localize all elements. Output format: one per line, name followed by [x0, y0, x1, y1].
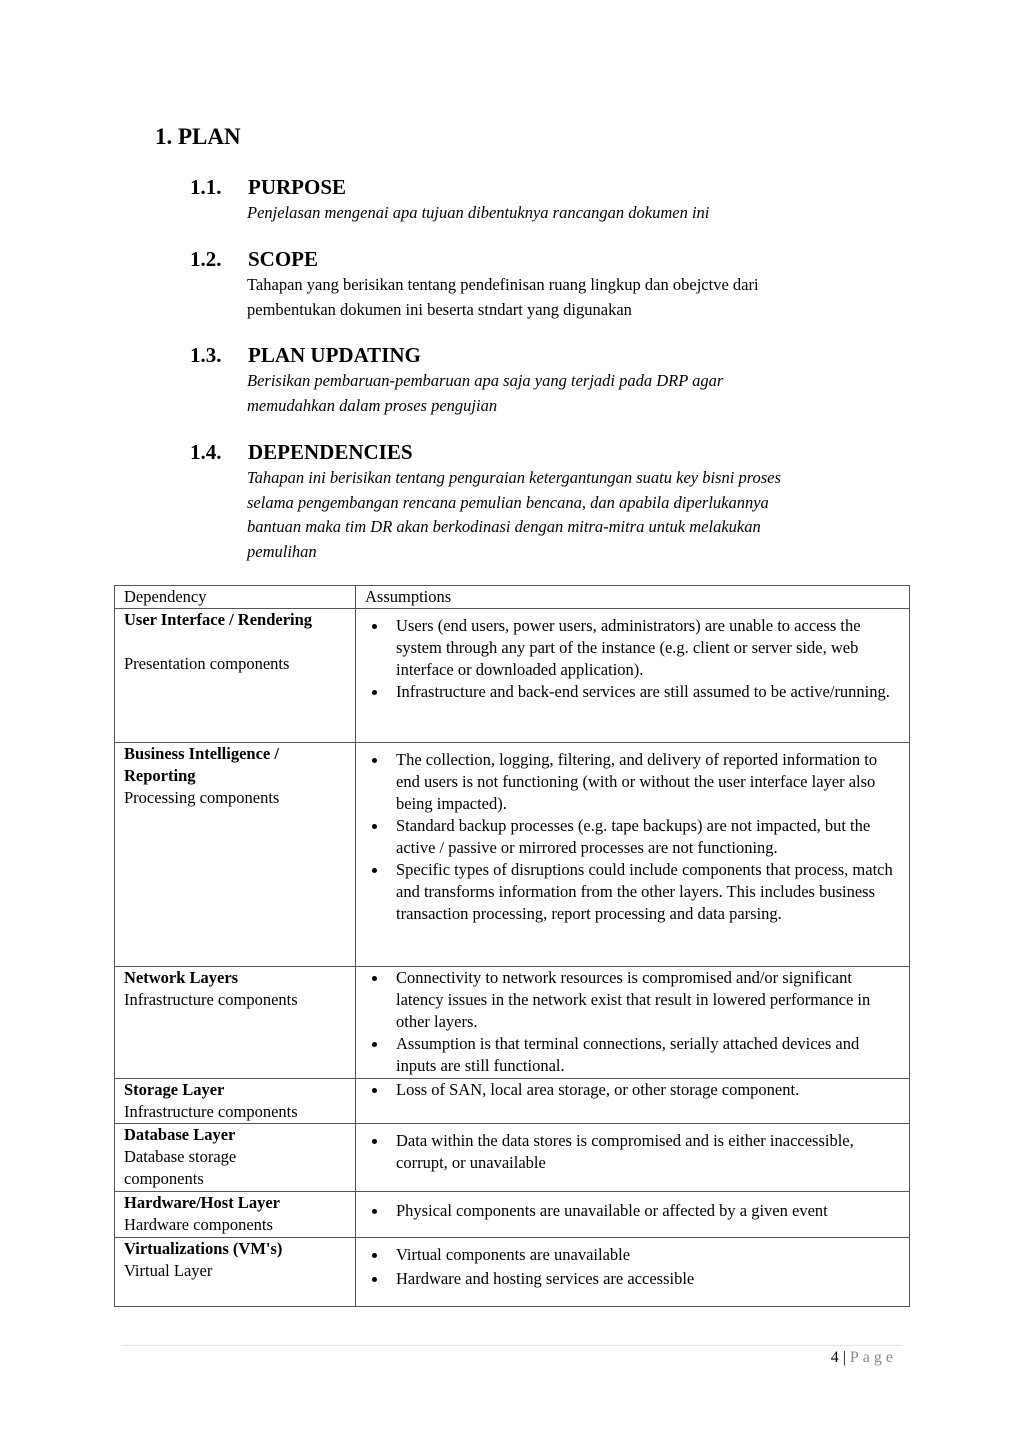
dependency-name: Business Intelligence / Reporting: [124, 744, 279, 785]
assumption-list: [365, 615, 900, 703]
dependency-cell: [115, 967, 356, 1079]
dependency-name: Storage Layer: [124, 1080, 225, 1099]
dependency-name: Database Layer: [124, 1125, 236, 1144]
body-line: memudahkan dalam proses pengujian: [247, 395, 498, 415]
section-number: 1.2.: [190, 247, 222, 271]
list-item: Physical components are unavailable or affected by a given event: [396, 1200, 900, 1222]
assumption-list: [365, 1200, 900, 1222]
list-item: Assumption is that terminal connections, serially attached devices and inputs are still functional.: [396, 1033, 900, 1077]
table-header-row: [115, 586, 910, 609]
assumptions-cell: [356, 1079, 910, 1124]
section-heading: [190, 245, 890, 273]
body-line: pembentukan dokumen ini beserta stndart yang digunakan: [247, 299, 632, 319]
section-purpose: [190, 173, 890, 226]
list-item: Virtual components are unavailable: [396, 1244, 900, 1266]
section-body: [247, 369, 890, 418]
body-line: bantuan maka tim DR akan berkodinasi dengan mitra-mitra untuk melakukan: [247, 517, 761, 536]
dependency-description: Processing components: [124, 788, 280, 807]
dependency-name: Network Layers: [124, 968, 239, 987]
table-row: [115, 1079, 910, 1124]
header-dependency: Dependency: [115, 586, 356, 609]
list-item: Infrastructure and back-end services are still assumed to be active/running.: [396, 681, 900, 703]
dependency-name: User Interface / Rendering: [124, 610, 313, 629]
body-line: Berisikan pembaruan-pembaruan apa saja yang terjadi pada DRP agar: [247, 371, 724, 390]
dependency-name: Hardware/Host Layer: [124, 1193, 280, 1212]
section-title: DEPENDENCIES: [248, 440, 413, 464]
section-scope: [190, 245, 890, 322]
assumptions-cell: [356, 1124, 910, 1192]
section-body: [247, 273, 890, 322]
dependency-cell: [115, 609, 356, 743]
dependency-cell: [115, 1238, 356, 1307]
body-line: Penjelasan mengenai apa tujuan dibentuknya rancangan dokumen ini: [247, 203, 710, 222]
list-item: Hardware and hosting services are accessible: [396, 1268, 900, 1290]
section-number: 1.1.: [190, 175, 222, 199]
header-assumptions: Assumptions: [356, 586, 910, 609]
dependency-description: Database storage components: [124, 1147, 237, 1188]
section-number: 1.3.: [190, 343, 222, 367]
section-heading: [190, 173, 890, 201]
table-row: [115, 1192, 910, 1238]
dependency-name: Virtualizations (VM's): [124, 1239, 283, 1258]
assumptions-cell: [356, 1192, 910, 1238]
assumptions-cell: [356, 743, 910, 967]
section-body: [247, 201, 890, 226]
list-item: Standard backup processes (e.g. tape backups) are not impacted, but the active / passive or mirrored processes are not functioning.: [396, 815, 900, 859]
section-body: [247, 466, 890, 564]
dependency-description: Infrastructure components: [124, 990, 298, 1009]
dependency-description: Virtual Layer: [124, 1261, 213, 1280]
dependency-cell: [115, 1079, 356, 1124]
assumptions-cell: [356, 967, 910, 1079]
assumption-list: [365, 1244, 900, 1290]
body-line: selama pengembangan rencana pemulian bencana, dan apabila diperlukannya: [247, 492, 769, 512]
dependency-cell: [115, 743, 356, 967]
section-number: 1.4.: [190, 440, 222, 464]
list-item: The collection, logging, filtering, and delivery of reported information to end users is not functioning (with or without the user interface layer also being impacted).: [396, 749, 900, 815]
list-item: Users (end users, power users, administrators) are unable to access the system through any part of the instance (e.g. client or server side, web interface or downloaded application).: [396, 615, 900, 681]
table-row: [115, 1238, 910, 1307]
dependency-description: Infrastructure components: [124, 1102, 298, 1121]
dependency-cell: [115, 1124, 356, 1192]
assumption-list: [365, 1130, 900, 1174]
table-row: [115, 743, 910, 967]
body-line: pemulihan: [247, 541, 317, 561]
assumptions-cell: [356, 609, 910, 743]
table-row: [115, 609, 910, 743]
list-item: Specific types of disruptions could include components that process, match and transforms information from the other layers. This includes business transaction processing, report processing and data parsing.: [396, 859, 900, 925]
footer-divider: [122, 1345, 902, 1346]
section-title: SCOPE: [248, 247, 319, 271]
footer-separator: |: [842, 1349, 846, 1366]
list-item: Connectivity to network resources is compromised and/or significant latency issues in the network exist that result in lowered performance in other layers.: [396, 967, 900, 1033]
page-word: Page: [849, 1349, 897, 1366]
table-row: [115, 1124, 910, 1192]
section-plan-updating: [190, 341, 890, 418]
section-title: PURPOSE: [248, 175, 347, 199]
dependency-description: Hardware components: [124, 1215, 273, 1234]
page-number: 4: [830, 1349, 839, 1366]
page-footer: [831, 1349, 897, 1367]
section-dependencies: [190, 438, 890, 564]
dependencies-table: [114, 585, 910, 1307]
section-heading: [190, 341, 890, 369]
section-heading: [190, 438, 890, 466]
assumption-list: [365, 1079, 900, 1101]
page-heading: 1. PLAN: [155, 124, 241, 149]
assumptions-cell: [356, 1238, 910, 1307]
dependency-cell: [115, 1192, 356, 1238]
body-line: Tahapan ini berisikan tentang penguraian ketergantungan suatu key bisni proses: [247, 468, 781, 487]
body-line: Tahapan yang berisikan tentang pendefinisan ruang lingkup dan obejctve dari: [247, 275, 759, 294]
list-item: Loss of SAN, local area storage, or other storage component.: [396, 1079, 900, 1101]
assumption-list: [365, 967, 900, 1077]
dependency-description: Presentation components: [124, 654, 290, 673]
table-row: [115, 967, 910, 1079]
section-title: PLAN UPDATING: [248, 343, 421, 367]
list-item: Data within the data stores is compromised and is either inaccessible, corrupt, or unavailable: [396, 1130, 900, 1174]
assumption-list: [365, 749, 900, 925]
